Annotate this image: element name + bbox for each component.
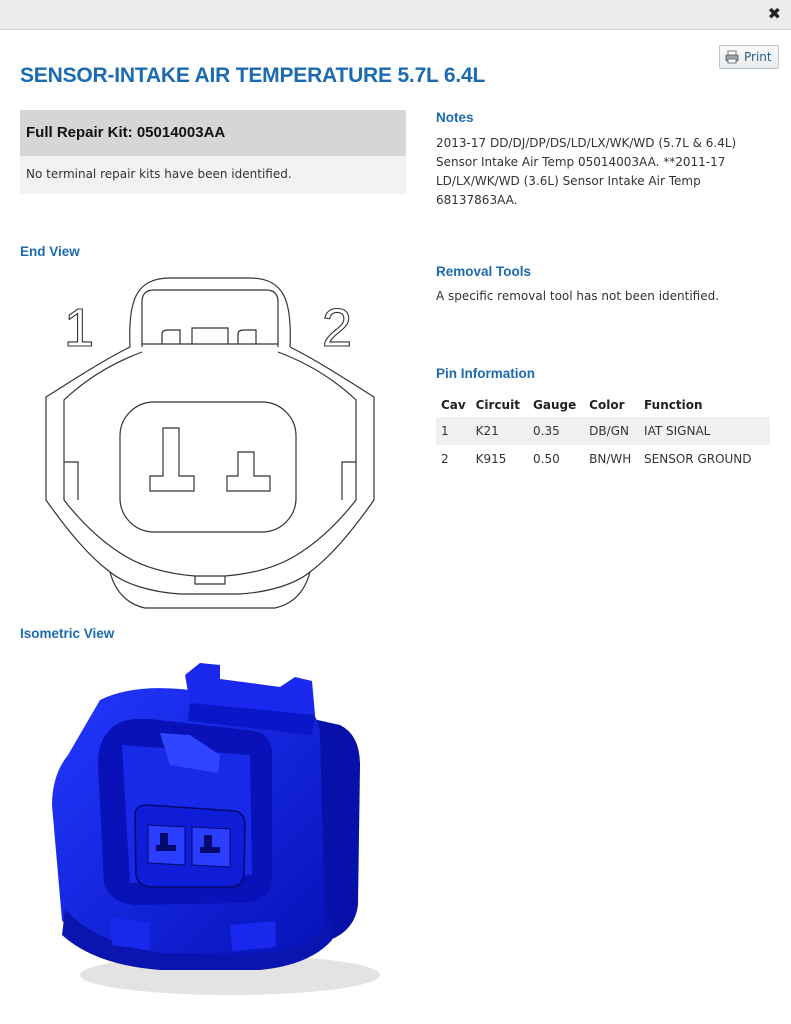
pin-table	[436, 392, 770, 473]
cell-circuit: K915	[475, 452, 507, 466]
svg-text:2: 2	[322, 298, 353, 358]
print-button[interactable]	[719, 45, 779, 69]
close-icon[interactable]: ✖	[767, 4, 781, 23]
connector-isometric-image	[40, 655, 380, 1000]
table-row	[436, 417, 770, 445]
cavity-number-1	[64, 298, 94, 358]
cell-cav: 1	[436, 417, 471, 445]
notes-heading: Notes	[436, 110, 474, 125]
col-header-circuit: Circuit	[475, 397, 520, 412]
col-header-function: Function	[644, 397, 703, 412]
table-row	[436, 445, 770, 473]
end-view-heading: End View	[20, 244, 80, 259]
repair-kit-panel	[20, 110, 406, 194]
printer-icon	[725, 50, 739, 64]
cell-circuit: K21	[471, 417, 528, 445]
isometric-view-heading: Isometric View	[20, 626, 115, 641]
cell-color: DB/GN	[584, 417, 639, 445]
page-title: SENSOR-INTAKE AIR TEMPERATURE 5.7L 6.4L	[20, 64, 486, 87]
svg-text:1: 1	[64, 298, 95, 358]
cell-function: SENSOR GROUND	[644, 452, 752, 466]
col-header-color: Color	[589, 397, 625, 412]
cell-cav: 2	[441, 452, 449, 466]
cell-function: IAT SIGNAL	[639, 417, 770, 445]
pin-table-header	[436, 392, 770, 417]
repair-kit-message: No terminal repair kits have been identified.	[20, 156, 406, 194]
notes-text: 2013-17 DD/DJ/DP/DS/LD/LX/WK/WD (5.7L & 6.4L) Sensor Intake Air Temp 05014003AA. **2011-17 LD/LX/WK/WD (3.6L) Sensor Intake Air Temp 68137863AA.	[436, 136, 737, 207]
cell-gauge: 0.35	[528, 417, 584, 445]
col-header-gauge: Gauge	[533, 397, 577, 412]
connector-end-view-drawing	[30, 272, 390, 612]
col-header-cav: Cav	[441, 397, 466, 412]
removal-tools-heading: Removal Tools	[436, 264, 532, 279]
removal-tools-text: A specific removal tool has not been identified.	[436, 289, 720, 303]
dialog-titlebar	[0, 0, 791, 30]
cell-gauge: 0.50	[533, 452, 560, 466]
pin-information-heading: Pin Information	[436, 366, 535, 381]
repair-kit-heading: Full Repair Kit: 05014003AA	[20, 110, 406, 156]
cavity-number-2	[322, 298, 352, 358]
print-button-label: Print	[744, 50, 772, 64]
cell-color: BN/WH	[589, 452, 632, 466]
